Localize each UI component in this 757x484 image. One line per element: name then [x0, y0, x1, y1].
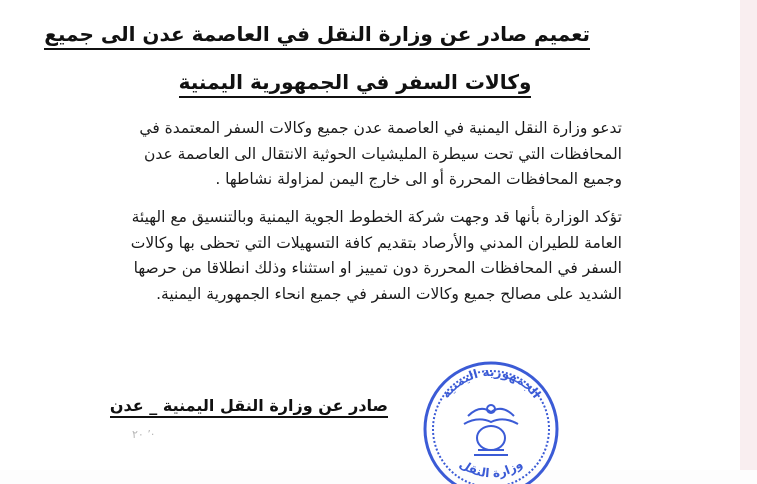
- title-line-1: تعميم صادر عن وزارة النقل في العاصمة عدن الى جميع: [120, 20, 590, 48]
- paragraph-2-line: الشديد على مصالح جميع وكالات السفر في جميع انحاء الجمهورية اليمنية.: [156, 284, 622, 303]
- paragraph-2-line: العامة للطيران المدني والأرصاد بتقديم كافة التسهيلات التي تحظى بها وكالات: [130, 233, 622, 252]
- svg-text:الجمهورية اليمنية: الجمهورية اليمنية: [438, 364, 544, 401]
- paragraph-2: [102, 205, 622, 307]
- paragraph-2-line: السفر في المحافظات المحررة دون تمييز او استثناء وذلك انطلاقا من حرصها: [133, 259, 622, 277]
- title-line-2: وكالات السفر في الجمهورية اليمنية: [120, 68, 590, 96]
- handwritten-mark: ٬ ٢٠·: [132, 428, 155, 441]
- side-strip: [740, 0, 757, 470]
- paragraph-1: [102, 116, 622, 193]
- ministry-stamp-icon: [416, 354, 566, 484]
- paragraph-1-line: المحافظات التي تحت سيطرة المليشيات الحوثية الانتقال الى العاصمة عدن: [143, 144, 622, 163]
- signature-line: صادر عن وزارة النقل اليمنية _ عدن: [110, 396, 388, 415]
- paragraph-1-line: وجميع المحافظات المحررة أو الى خارج اليمن لمزاولة نشاطها .: [215, 170, 622, 188]
- svg-text:وزارة النقل: وزارة النقل: [457, 456, 525, 481]
- paragraph-1-line: تدعو وزارة النقل اليمنية في العاصمة عدن جميع وكالات السفر المعتمدة في: [139, 119, 622, 137]
- paragraph-2-line: تؤكد الوزارة بأنها قد وجهت شركة الخطوط الجوية اليمنية وبالتنسيق مع الهيئة: [131, 208, 622, 226]
